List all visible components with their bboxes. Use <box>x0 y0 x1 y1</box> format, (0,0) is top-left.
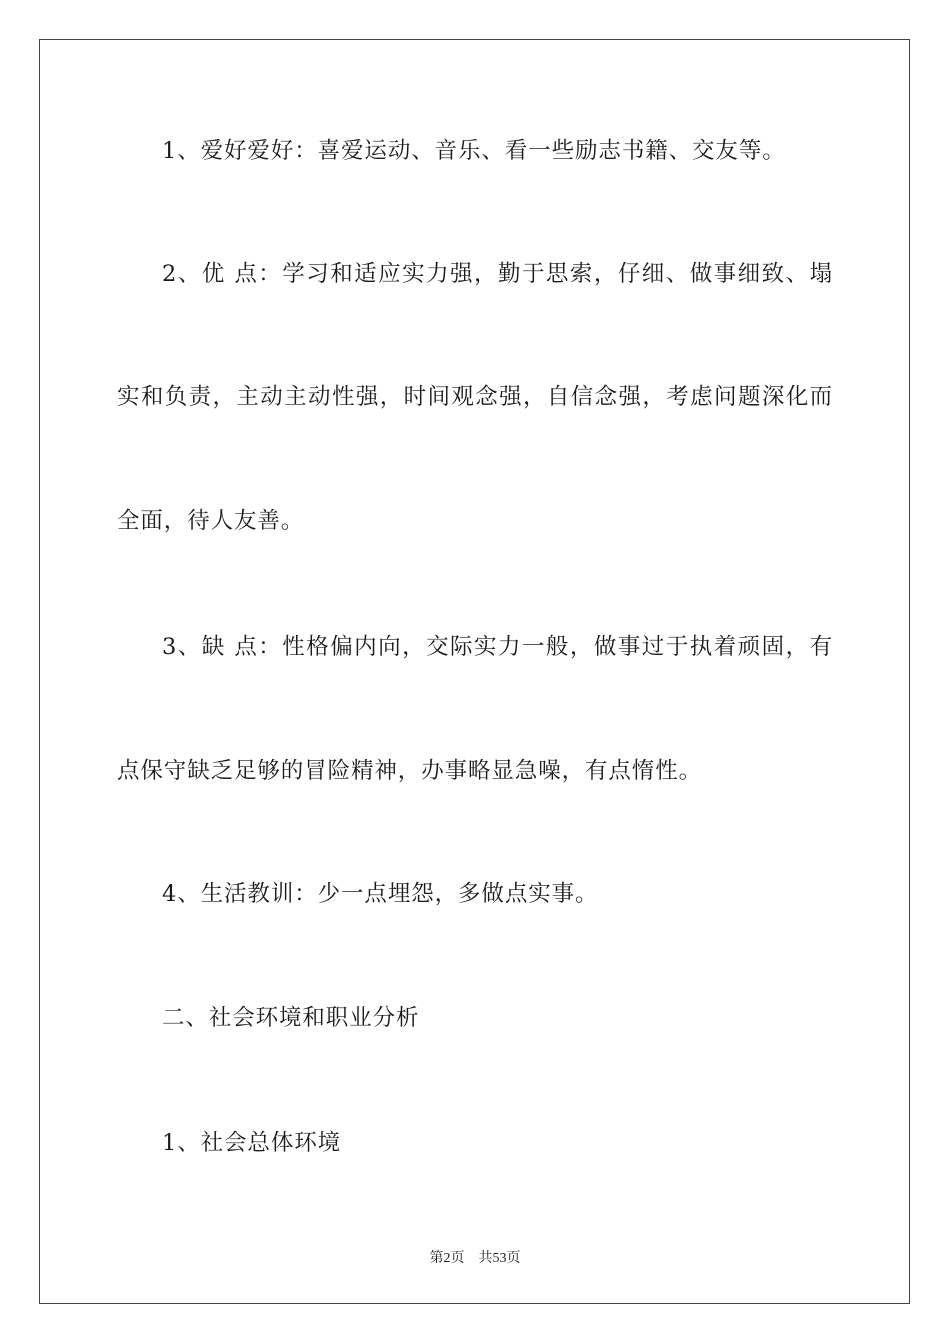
subsection-heading-overall-environment: 1、社会总体环境 <box>162 1130 342 1156</box>
page-footer <box>0 1247 950 1267</box>
paragraph-life-lesson: 4、生活教训：少一点埋怨，多做点实事。 <box>162 881 599 907</box>
paragraph-weaknesses-line-1: 3、缺 点：性格偏内向，交际实力一般，做事过于执着顽固，有 <box>162 634 833 660</box>
paragraph-strengths-line-2: 实和负责，主动主动性强，时间观念强，自信念强，考虑问题深化而 <box>117 384 833 410</box>
page-total: 共53页 <box>478 1251 521 1266</box>
paragraph-weaknesses-line-2: 点保守缺乏足够的冒险精神，办事略显急噪，有点惰性。 <box>117 758 703 784</box>
section-heading-social-environment: 二、社会环境和职业分析 <box>162 1005 420 1031</box>
page-border <box>39 39 910 1304</box>
page-number: 第2页 <box>429 1251 465 1266</box>
paragraph-strengths-line-3: 全面，待人友善。 <box>117 508 305 534</box>
paragraph-strengths-line-1: 2、优 点：学习和适应实力强，勤于思索，仔细、做事细致、塌 <box>162 261 833 287</box>
paragraph-hobbies: 1、爱好爱好：喜爱运动、音乐、看一些励志书籍、交友等。 <box>162 138 786 164</box>
